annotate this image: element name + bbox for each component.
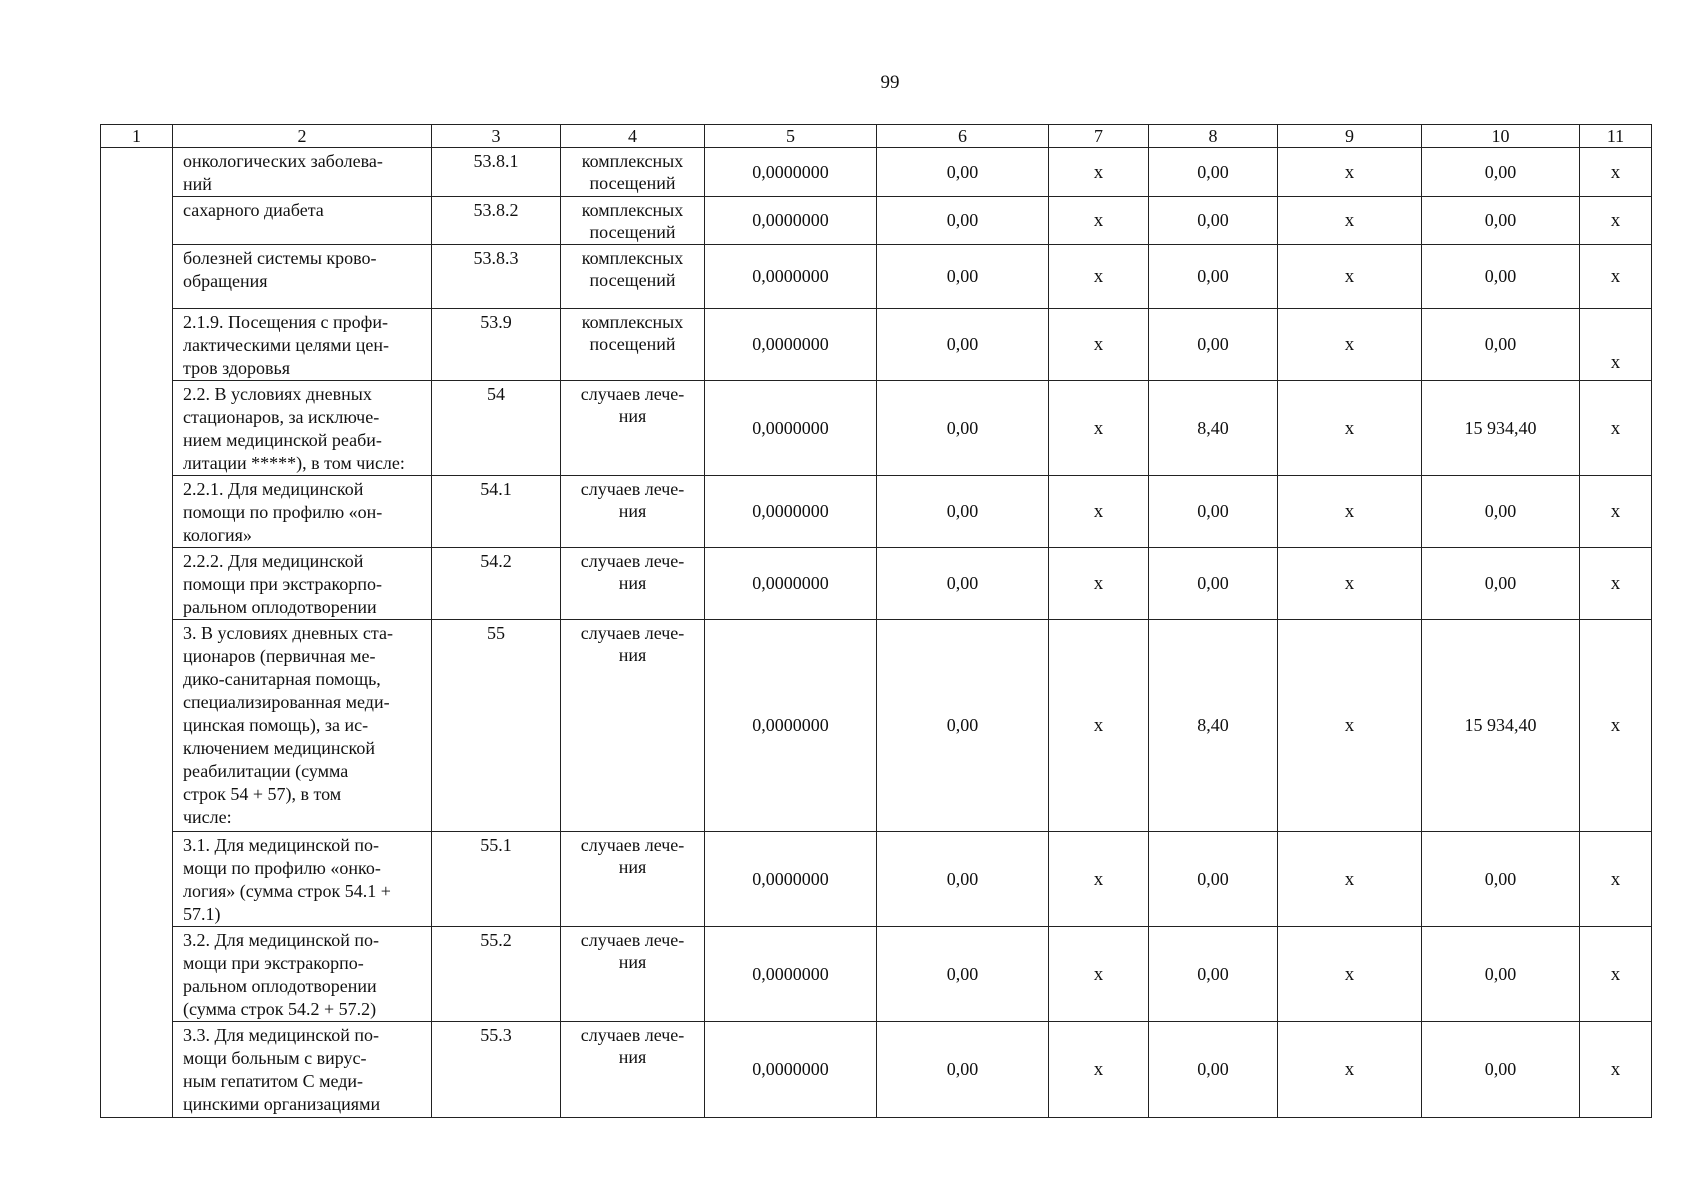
value-cell: 15 934,40 [1422,620,1580,832]
row-code-cell: 55.2 [432,927,561,1022]
row-name-cell: 2.2.1. Для медицинской помощи по профилю «он- кология» [173,476,432,548]
value-cell: 0,00 [1149,1022,1278,1118]
table-row [101,1022,1652,1118]
value-cell: 0,0000000 [705,381,877,476]
row-name-cell: 3.3. Для медицинской по- мощи больным с вирус- ным гепатитом С меди- цинскими организациями [173,1022,432,1118]
value-cell: 0,0000000 [705,476,877,548]
unit-cell: комплексных посещений [561,309,705,381]
cross-cell: х [1049,476,1149,548]
row-name-cell: онкологических заболева- ний [173,148,432,197]
column-number: 7 [1049,125,1149,148]
cross-cell: х [1278,620,1422,832]
cross-cell: х [1580,548,1652,620]
cross-cell: х [1278,1022,1422,1118]
value-cell: 0,00 [1422,476,1580,548]
value-cell: 0,00 [1149,245,1278,309]
cross-cell: х [1049,927,1149,1022]
row-name-cell: 2.2.2. Для медицинской помощи при экстракорпо- ральном оплодотворении [173,548,432,620]
cross-cell: х [1278,148,1422,197]
value-cell: 0,00 [877,620,1049,832]
column-number: 4 [561,125,705,148]
row-code-cell: 53.9 [432,309,561,381]
row-code-cell: 55.1 [432,832,561,927]
unit-cell: комплексных посещений [561,148,705,197]
value-cell: 0,0000000 [705,245,877,309]
row-name-cell: 3.1. Для медицинской по- мощи по профилю «онко- логия» (сумма строк 54.1 + 57.1) [173,832,432,927]
unit-cell: комплексных посещений [561,197,705,245]
value-cell: 0,0000000 [705,1022,877,1118]
value-cell: 0,00 [1149,927,1278,1022]
cross-cell: х [1580,381,1652,476]
row-name-cell: сахарного диабета [173,197,432,245]
column-number-row [101,125,1652,148]
row-code-cell: 55 [432,620,561,832]
value-cell: 0,00 [1149,309,1278,381]
unit-cell: случаев лече- ния [561,832,705,927]
row-code-cell: 53.8.2 [432,197,561,245]
row-code-cell: 54.2 [432,548,561,620]
value-cell: 0,0000000 [705,197,877,245]
unit-cell: случаев лече- ния [561,620,705,832]
cross-cell: х [1049,245,1149,309]
cross-cell: х [1049,548,1149,620]
row-code-cell: 55.3 [432,1022,561,1118]
value-cell: 0,00 [1422,148,1580,197]
table-row [101,381,1652,476]
row-name-cell: 2.1.9. Посещения с профи- лактическими целями цен- тров здоровья [173,309,432,381]
table-row [101,832,1652,927]
cross-cell: х [1278,927,1422,1022]
value-cell: 0,00 [877,309,1049,381]
column-number: 5 [705,125,877,148]
cross-cell: х [1049,309,1149,381]
value-cell: 15 934,40 [1422,381,1580,476]
row-name-cell: 2.2. В условиях дневных стационаров, за исключе- нием медицинской реаби- литации *****), в том числе: [173,381,432,476]
row-code-cell: 54 [432,381,561,476]
value-cell: 0,0000000 [705,832,877,927]
value-cell: 0,00 [1422,245,1580,309]
cross-cell: х [1580,620,1652,832]
cross-cell: х [1580,832,1652,927]
data-table [100,124,1652,1118]
value-cell: 0,00 [1422,1022,1580,1118]
cross-cell: х [1049,381,1149,476]
cross-cell: х [1278,832,1422,927]
cross-cell: х [1580,148,1652,197]
cross-cell: х [1049,148,1149,197]
unit-cell: случаев лече- ния [561,476,705,548]
value-cell: 0,00 [1422,832,1580,927]
unit-cell: случаев лече- ния [561,927,705,1022]
unit-cell: случаев лече- ния [561,1022,705,1118]
cross-cell: х [1278,548,1422,620]
value-cell: 0,00 [877,381,1049,476]
table-row [101,309,1652,381]
column-number: 8 [1149,125,1278,148]
value-cell: 0,00 [877,148,1049,197]
value-cell: 0,00 [877,927,1049,1022]
cross-cell: х [1049,620,1149,832]
column-number: 6 [877,125,1049,148]
column-number: 10 [1422,125,1580,148]
value-cell: 0,00 [1422,927,1580,1022]
unit-cell: комплексных посещений [561,245,705,309]
column-number: 11 [1580,125,1652,148]
cross-cell: х [1049,832,1149,927]
table-row [101,548,1652,620]
value-cell: 0,00 [1149,548,1278,620]
value-cell: 8,40 [1149,620,1278,832]
cross-cell: х [1278,197,1422,245]
row-number-cell [101,148,173,1118]
value-cell: 0,00 [877,476,1049,548]
value-cell: 0,00 [877,197,1049,245]
value-cell: 0,00 [1149,148,1278,197]
cross-cell: х [1278,381,1422,476]
cross-cell: х [1049,1022,1149,1118]
value-cell: 0,0000000 [705,148,877,197]
value-cell: 0,00 [877,245,1049,309]
cross-cell: х [1278,309,1422,381]
value-cell: 0,0000000 [705,309,877,381]
value-cell: 0,00 [877,548,1049,620]
cross-cell: х [1278,476,1422,548]
table-row [101,148,1652,197]
table-row [101,620,1652,832]
row-name-cell: болезней системы крово- обращения [173,245,432,309]
value-cell: 0,00 [1422,197,1580,245]
column-number: 9 [1278,125,1422,148]
row-name-cell: 3. В условиях дневных ста- ционаров (первичная ме- дико-санитарная помощь, специализированная меди- цинская помощь), за ис- ключением медицинской реабилитации (сумма строк 54 + 57), в том числе: [173,620,432,832]
column-number: 3 [432,125,561,148]
column-number: 1 [101,125,173,148]
value-cell: 0,00 [877,832,1049,927]
value-cell: 8,40 [1149,381,1278,476]
cross-cell: х [1580,309,1652,381]
value-cell: 0,00 [1149,476,1278,548]
value-cell: 0,00 [1422,548,1580,620]
table-row [101,197,1652,245]
column-number: 2 [173,125,432,148]
cross-cell: х [1580,197,1652,245]
table-row [101,476,1652,548]
unit-cell: случаев лече- ния [561,548,705,620]
cross-cell: х [1278,245,1422,309]
row-code-cell: 54.1 [432,476,561,548]
table-row [101,927,1652,1022]
cross-cell: х [1580,476,1652,548]
page-number: 99 [880,72,900,93]
cross-cell: х [1580,245,1652,309]
value-cell: 0,00 [877,1022,1049,1118]
cross-cell: х [1580,927,1652,1022]
value-cell: 0,0000000 [705,620,877,832]
cross-cell: х [1049,197,1149,245]
value-cell: 0,00 [1422,309,1580,381]
row-name-cell: 3.2. Для медицинской по- мощи при экстракорпо- ральном оплодотворении (сумма строк 54.2 + 57.2) [173,927,432,1022]
value-cell: 0,00 [1149,832,1278,927]
value-cell: 0,0000000 [705,927,877,1022]
value-cell: 0,0000000 [705,548,877,620]
table-row [101,245,1652,309]
unit-cell: случаев лече- ния [561,381,705,476]
cross-cell: х [1580,1022,1652,1118]
row-code-cell: 53.8.3 [432,245,561,309]
value-cell: 0,00 [1149,197,1278,245]
row-code-cell: 53.8.1 [432,148,561,197]
